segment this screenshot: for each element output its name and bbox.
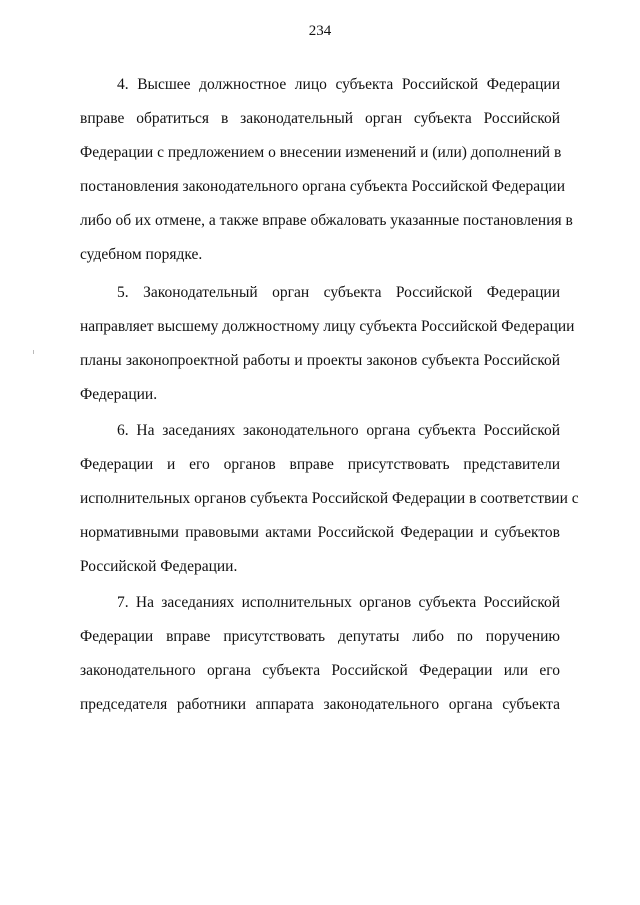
paragraph-line: Федерации и его органов вправе присутствовать представители [80, 456, 560, 473]
paragraph-line: Федерации. [80, 386, 158, 403]
margin-scan-mark [33, 350, 34, 354]
paragraph-line: вправе обратиться в законодательный орган субъекта Российской [80, 110, 560, 127]
paragraph-line: Федерации с предложением о внесении изменений и (или) дополнений в [80, 144, 562, 161]
paragraph-line: Федерации вправе присутствовать депутаты либо по поручению [80, 628, 560, 645]
paragraph-line: 7. На заседаниях исполнительных органов субъекта Российской [117, 594, 560, 611]
paragraph-line: председателя работники аппарата законодательного органа субъекта [80, 696, 560, 713]
page-number: 234 [308, 23, 332, 39]
paragraph-line: нормативными правовыми актами Российской Федерации и субъектов [80, 524, 560, 541]
paragraph-line: планы законопроектной работы и проекты законов субъекта Российской [80, 352, 560, 369]
paragraph-line: 6. На заседаниях законодательного органа субъекта Российской [117, 422, 560, 439]
paragraph-line: Российской Федерации. [80, 558, 238, 575]
paragraph-line: 4. Высшее должностное лицо субъекта Российской Федерации [117, 76, 560, 93]
paragraph-line: направляет высшему должностному лицу субъекта Российской Федерации [80, 318, 575, 335]
paragraph-line: постановления законодательного органа субъекта Российской Федерации [80, 178, 565, 195]
paragraph-line: либо об их отмене, а также вправе обжаловать указанные постановления в [80, 212, 573, 229]
paragraph-line: исполнительных органов субъекта Российской Федерации в соответствии с [80, 490, 579, 507]
paragraph-line: судебном порядке. [80, 246, 203, 263]
paragraph-line: 5. Законодательный орган субъекта Российской Федерации [117, 284, 560, 301]
paragraph-line: законодательного органа субъекта Российской Федерации или его [80, 662, 560, 679]
